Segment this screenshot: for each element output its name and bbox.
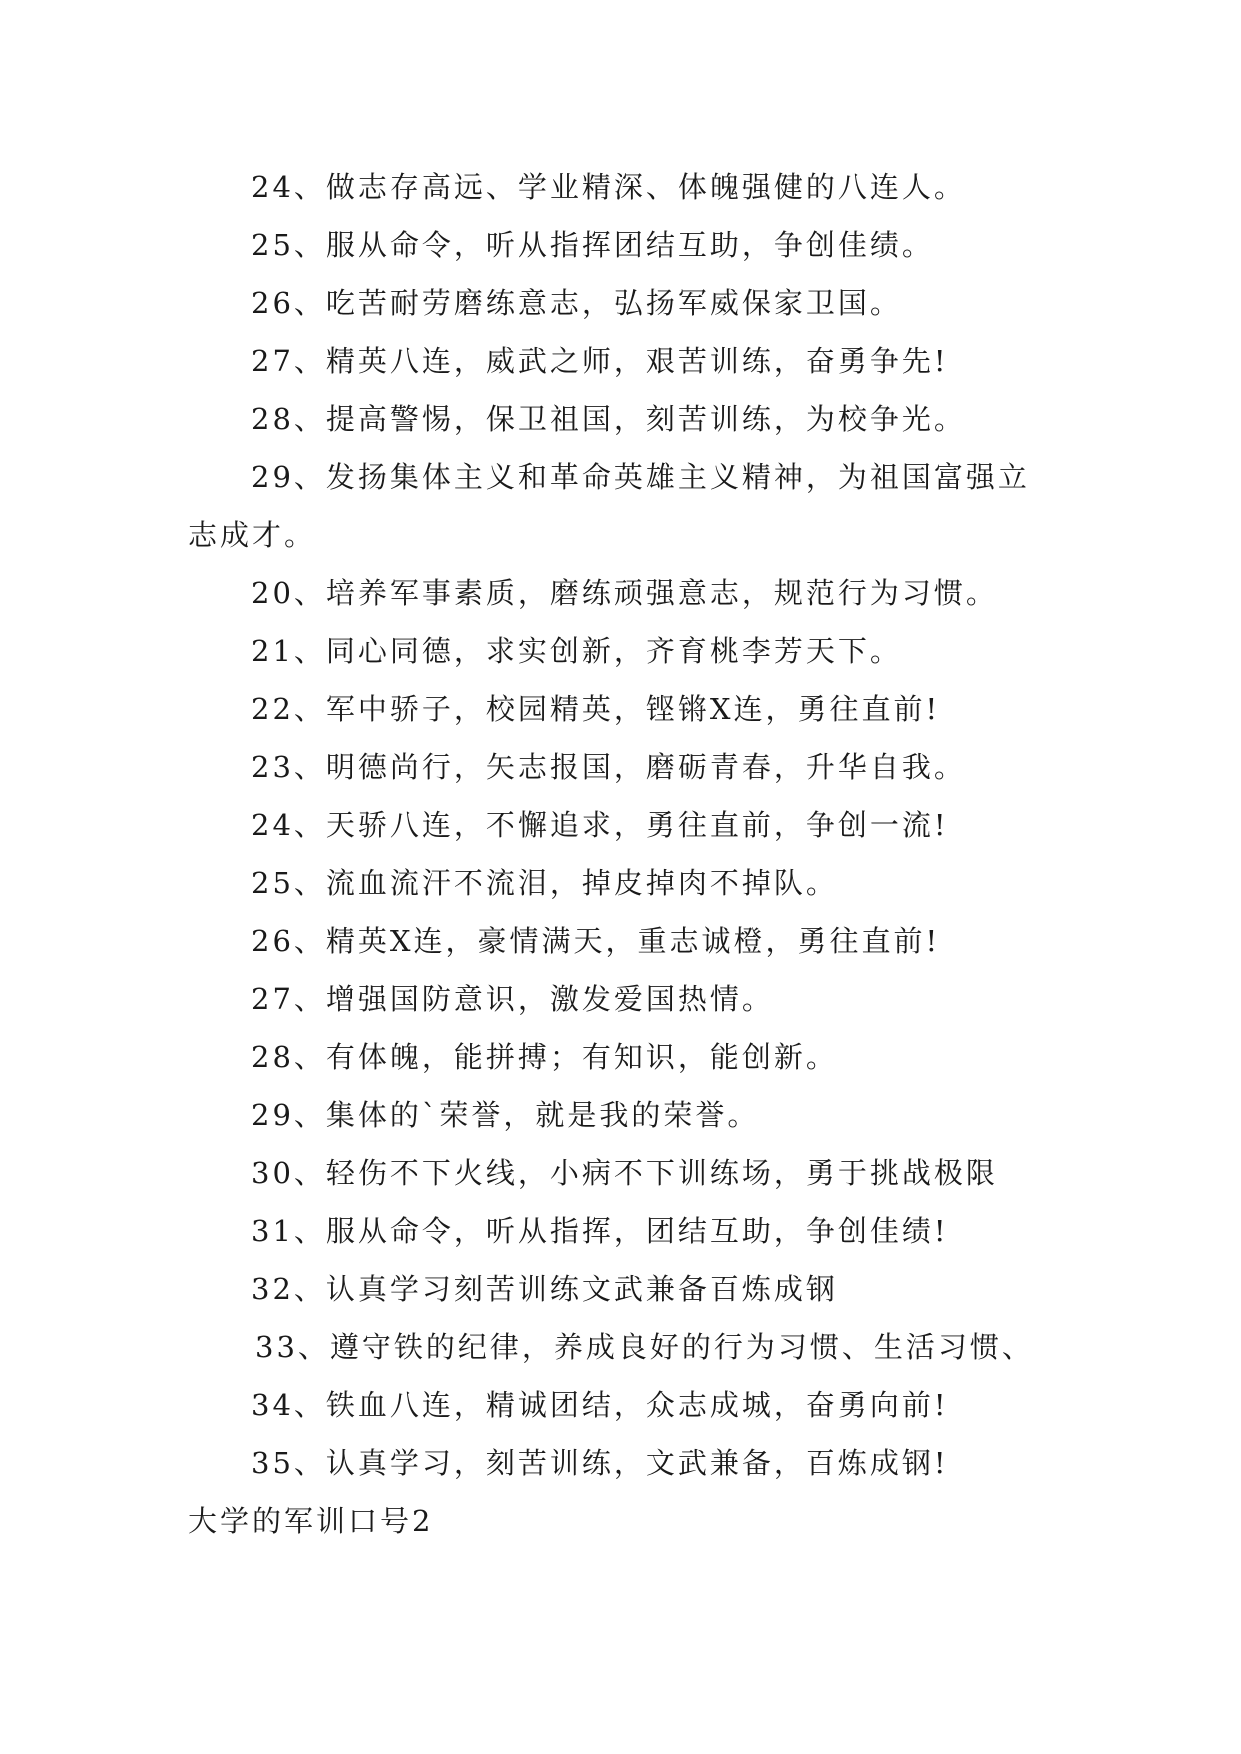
slogan-line: 26、精英X连，豪情满天，重志诚橙，勇往直前!: [251, 924, 941, 958]
slogan-line: 26、吃苦耐劳磨练意志，弘扬军威保家卫国。: [251, 286, 902, 320]
slogan-line: 31、服从命令，听从指挥，团结互助，争创佳绩!: [251, 1214, 949, 1248]
slogan-line: 28、有体魄，能拼搏；有知识，能创新。: [251, 1040, 838, 1074]
slogan-line: 21、同心同德，求实创新，齐育桃李芳天下。: [251, 634, 902, 668]
slogan-line: 27、精英八连，威武之师，艰苦训练，奋勇争先!: [251, 344, 949, 378]
slogan-line: 34、铁血八连，精诚团结，众志成城，奋勇向前!: [251, 1388, 949, 1422]
slogan-line: 24、天骄八连，不懈追求，勇往直前，争创一流!: [251, 808, 949, 842]
slogan-line: 28、提高警惕，保卫祖国，刻苦训练，为校争光。: [251, 402, 966, 436]
slogan-line: 35、认真学习，刻苦训练，文武兼备，百炼成钢!: [251, 1446, 949, 1480]
slogan-line: 30、轻伤不下火线，小病不下训练场，勇于挑战极限: [251, 1156, 998, 1190]
slogan-line: 22、军中骄子，校园精英，铿锵X连，勇往直前!: [251, 692, 941, 726]
slogan-line: 29、发扬集体主义和革命英雄主义精神，为祖国富强立志成才。: [188, 460, 1030, 552]
slogan-list: [188, 158, 1088, 1550]
slogan-line: 33、遵守铁的纪律，养成良好的行为习惯、生活习惯、: [255, 1330, 1034, 1364]
slogan-line: 27、增强国防意识，激发爱国热情。: [251, 982, 774, 1016]
slogan-line: 25、服从命令，听从指挥团结互助，争创佳绩。: [251, 228, 934, 262]
slogan-line: 20、培养军事素质，磨练顽强意志，规范行为习惯。: [251, 576, 998, 610]
slogan-line: 25、流血流汗不流泪，掉皮掉肉不掉队。: [251, 866, 838, 900]
section-heading: 大学的军训口号2: [188, 1504, 434, 1538]
slogan-line: 24、做志存高远、学业精深、体魄强健的八连人。: [251, 170, 966, 204]
slogan-line: 32、认真学习刻苦训练文武兼备百炼成钢: [251, 1272, 838, 1306]
slogan-line: 29、集体的`荣誉，就是我的荣誉。: [251, 1098, 760, 1132]
slogan-line: 23、明德尚行，矢志报国，磨砺青春，升华自我。: [251, 750, 966, 784]
